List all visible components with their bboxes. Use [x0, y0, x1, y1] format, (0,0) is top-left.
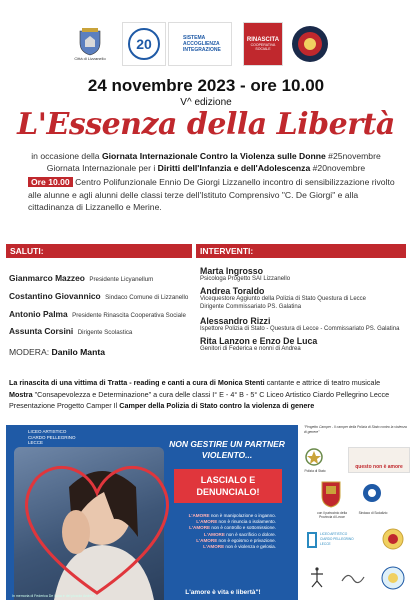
intervento-item: [200, 316, 410, 334]
crest-caption: Città di Lizzanello: [74, 56, 106, 61]
intervento-item: [200, 336, 410, 354]
event-date: 24 novembre 2023 - ore 10.00: [87, 76, 325, 95]
interventi-heading: INTERVENTI:: [196, 244, 406, 258]
occ1-post: #25novembre: [325, 151, 381, 161]
saluto-role: Sindaco Comune di Lizzanello: [105, 294, 189, 301]
heart-outline-icon: [12, 453, 182, 600]
poster-headline: NON GESTIRE UN PARTNER VIOLENTO...: [169, 439, 285, 460]
saluto-item: [9, 286, 188, 304]
callout-line-2: DENUNCIALO!: [196, 487, 260, 497]
event-edition: V^ edizione: [180, 97, 232, 108]
poster-liceo-3: LECCE: [28, 440, 44, 445]
intervento-role: Dirigente Commissariato PS. Galatina: [200, 303, 302, 310]
saluto-name: Assunta Corsini: [9, 326, 74, 336]
20-anni-text: 20: [136, 36, 152, 52]
intervento-name: Marta Ingrosso: [200, 266, 264, 276]
moderator-label: MODERA:: [9, 347, 52, 357]
saluto-item: [9, 268, 153, 286]
polizia-caption: Polizia di Stato: [304, 469, 326, 473]
intervento-name: Andrea Toraldo: [200, 286, 265, 296]
poster-footer: L'amore è vita e libertà"!: [185, 589, 261, 596]
intervento-role: Ispettore Polizia di Stato - Questura di Lecce - Commissariato PS. Galatina: [200, 326, 400, 332]
occ2-bold: Diritti dell'Infanzia e dell'Adolescenza: [157, 163, 311, 173]
sistema-accoglienza-logo: [168, 22, 232, 66]
sai-line-2: ACCOGLIENZA: [183, 41, 220, 47]
saluto-role: Dirigente Scolastica: [77, 329, 133, 336]
republic-emblem-icon: [304, 447, 324, 469]
side-liceo-3: LECCE: [320, 542, 331, 546]
sponsor-logos: [0, 22, 412, 68]
amore-line: L'AMORE non è violenza e gelosia.: [203, 544, 276, 550]
camper-pre: Presentazione Progetto Camper Il: [9, 401, 120, 410]
saluti-heading: SALUTI:: [6, 244, 192, 258]
amore-line: L'AMORE non è manipolazione o inganno.: [188, 513, 276, 518]
patrocinio-caption: con il patrocinio della Provincia di Lecce: [317, 511, 347, 519]
poster-amore-list: [176, 513, 276, 550]
rinascita-line-1: RINASCITA: [246, 37, 280, 43]
mostra-label: Mostra: [9, 389, 33, 399]
side-liceo-logo: [306, 529, 370, 551]
saluto-item: [9, 304, 186, 322]
moderator: [9, 347, 105, 357]
amore-line: L'AMORE non è sacrificio o dolore.: [203, 531, 276, 537]
poster-liceo-logo: [28, 429, 76, 446]
province-crest-icon: [320, 480, 342, 508]
mostra-text: "Consapevolezza e Determinazione" a cura delle classi I° E - 4° B - 5° C Liceo Artistico Ciardo Pellegrino Lecce: [32, 389, 390, 399]
saluto-item: [9, 321, 132, 339]
intervento-role: Vicequestore Aggiunto della Polizia di Stato Questura di Lecce: [200, 296, 366, 302]
sai-line-3: INTEGRAZIONE: [183, 47, 221, 53]
saluto-name: Costantino Giovannico: [9, 291, 101, 301]
awareness-poster: [6, 425, 298, 600]
side-liceo-1: LICEO ARTISTICO: [320, 532, 348, 536]
poster-callout: [174, 469, 282, 503]
liceo-mark-icon: [306, 531, 318, 549]
reading-post: cantante e attrice di teatro musicale: [264, 378, 381, 387]
intervento-item: [200, 286, 410, 311]
intervento-role: Genitori di Federica e nonni di Andrea: [200, 346, 301, 352]
polizia-logo: [289, 22, 331, 66]
20-anni-icon: [124, 26, 164, 62]
amore-line: L'AMORE non è rinuncia o isolamento.: [196, 519, 276, 525]
intervento-name: Rita Lanzon e Enzo De Luca: [200, 336, 318, 346]
occasion-text: [0, 150, 412, 174]
reading-title: La rinascita di una vittima di Tratta - reading e canti a cura di Monica Stenti: [9, 378, 265, 387]
occ1-bold: Giornata Internazionale Contro la Violenza sulle Donne: [101, 151, 326, 161]
amore-line: L'AMORE non è egoismo e privazione.: [196, 537, 276, 543]
round-logo-icon: [380, 565, 406, 591]
sodalizio-caption: Sindaco di Sodalizio: [358, 511, 388, 515]
time-badge: Ore 10.00: [28, 177, 73, 187]
amore-line: L'AMORE non è controllo e sottomissione.: [189, 525, 276, 531]
sai-line-1: SISTEMA: [183, 35, 206, 41]
camper-bold: Camper della Polizia di Stato contro la violenza di genere: [119, 401, 315, 410]
saluto-role: Presidente Licyanellum: [89, 276, 154, 283]
poster-liceo-1: LICEO ARTISTICO: [28, 429, 67, 434]
amore-image: questo non è amore: [348, 447, 410, 473]
saluto-name: Antonio Palma: [9, 309, 68, 319]
20-anni-logo: [122, 22, 166, 66]
intro-paragraph: [28, 176, 398, 214]
occ2-pre: Giornata Internazionale per i: [46, 163, 158, 173]
signature-logo-icon: [340, 569, 366, 587]
program-details: [9, 377, 409, 412]
intro-text: Centro Polifunzionale Ennio De Giorgi Lizzanello incontro di sensibilizzazione rivolto alle alunne e agli alunni delle classi terze dell'Istituto Comprensivo "C. De Giorgi" e alla cittadinanza di Lizzanello e Merine.: [28, 177, 395, 212]
poster-credit: In memoria di Federica De Luca e del piccolo Andrea: [12, 594, 95, 598]
moderator-name: Danilo Manta: [51, 347, 105, 357]
side-panel: [302, 425, 410, 600]
intervento-item: [200, 266, 410, 284]
poster-liceo-2: CIARDO PELLEGRINO: [28, 434, 76, 440]
occ2-post: #20novembre: [310, 163, 366, 173]
saluto-role: Presidente Rinascita Cooperativa Sociale: [72, 312, 186, 319]
callout-line-1: LASCIALO E: [200, 475, 256, 485]
event-title: L'Essenza della Libertà: [17, 107, 395, 142]
camper-quote: "Progetto Camper - Il camper della Polizia di Stato contro la violenza di genere": [304, 425, 407, 434]
occ1-pre: in occasione della: [31, 151, 102, 161]
side-liceo-2: CIARDO PELLEGRINO: [320, 537, 354, 541]
medal-icon: [382, 527, 404, 551]
polizia-badge-icon: [290, 24, 330, 64]
sodalizio-crest-icon: [362, 481, 382, 505]
intervento-role: Psicologa Progetto SAI Lizzanello: [200, 276, 291, 282]
rinascita-line-2: COOPERATIVA SOCIALE: [250, 43, 276, 51]
intervento-name: Alessandro Rizzi: [200, 316, 271, 326]
saluto-name: Gianmarco Mazzeo: [9, 273, 85, 283]
dancer-icon: [308, 567, 326, 589]
rinascita-logo: [243, 22, 283, 66]
